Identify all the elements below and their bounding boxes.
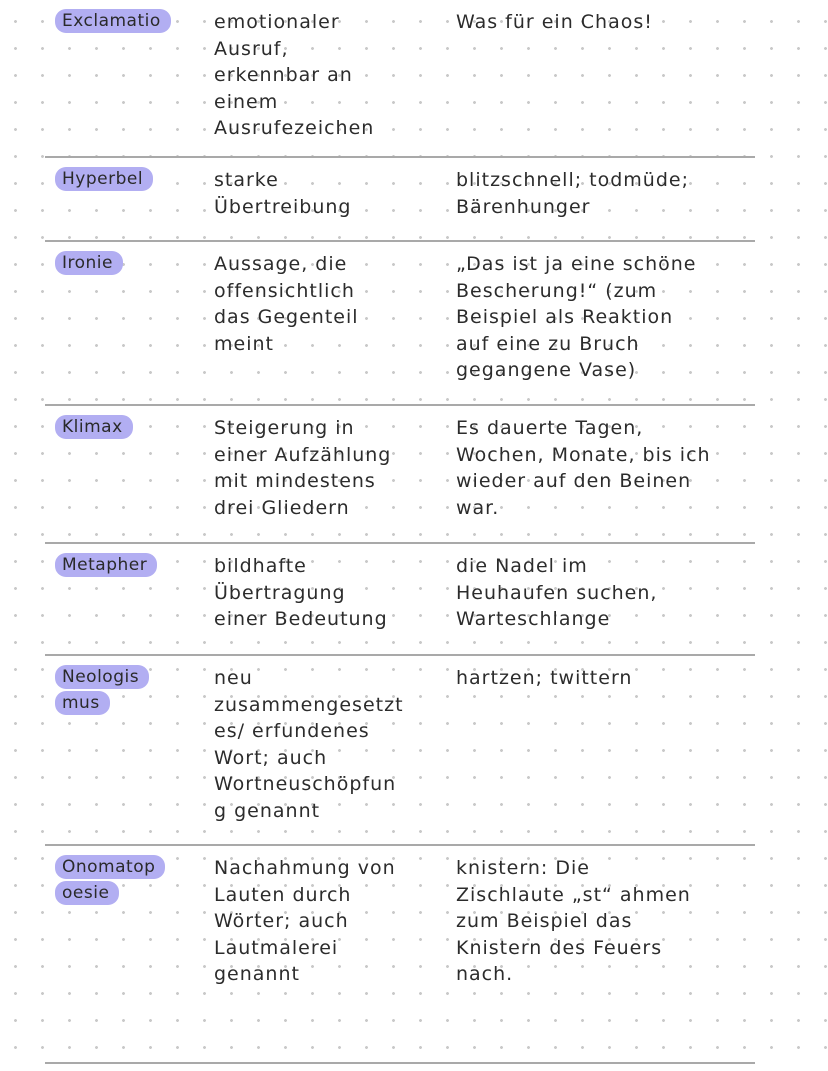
term-highlight: mus xyxy=(55,691,110,715)
table-row-klimax xyxy=(45,406,755,544)
table-row-exclamatio xyxy=(45,0,755,158)
term-label xyxy=(55,855,195,907)
table-row-metapher xyxy=(45,544,755,656)
term-label xyxy=(55,665,195,717)
term-highlight: oesie xyxy=(55,881,119,905)
example-cell: Was für ein Chaos! xyxy=(456,11,653,33)
term-highlight: Ironie xyxy=(55,251,123,275)
definition-cell: neu zusammengesetzt es/ erfundenes Wort; auch Wortneuschöpfun g genannt xyxy=(214,667,404,822)
definition-cell: starke Übertreibung xyxy=(214,169,352,218)
table-row-hyperbel xyxy=(45,158,755,242)
term-highlight: Klimax xyxy=(55,415,133,439)
example-cell: Es dauerte Tagen, Wochen, Monate, bis ich wieder auf den Beinen war. xyxy=(456,417,711,519)
table-row-ironie xyxy=(45,242,755,406)
term-highlight: Metapher xyxy=(55,553,157,577)
example-cell: knistern: Die Zischlaute „st“ ahmen zum Beispiel das Knistern des Feuers nach. xyxy=(456,857,691,985)
term-label xyxy=(55,167,195,193)
term-label xyxy=(55,415,195,441)
term-highlight: Neologis xyxy=(55,665,149,689)
definition-cell: emotionaler Ausruf, erkennbar an einem Ausrufezeichen xyxy=(214,11,375,139)
table-row-neologismus xyxy=(45,656,755,846)
term-highlight: Onomatop xyxy=(55,855,165,879)
definition-cell: bildhafte Übertragung einer Bedeutung xyxy=(214,555,388,630)
example-cell: die Nadel im Heuhaufen suchen, Warteschlange xyxy=(456,555,658,630)
term-label xyxy=(55,251,195,277)
table-row-onomatopoesie xyxy=(45,846,755,1064)
example-cell: „Das ist ja eine schöne Bescherung!“ (zum Beispiel als Reaktion auf eine zu Bruch gegangene Vase) xyxy=(456,253,697,381)
definition-cell: Steigerung in einer Aufzählung mit mindestens drei Gliedern xyxy=(214,417,392,519)
definition-cell: Aussage, die offensichtlich das Gegenteil meint xyxy=(214,253,359,355)
term-label xyxy=(55,553,195,579)
example-cell: hartzen; twittern xyxy=(456,667,633,689)
definition-cell: Nachahmung von Lauten durch Wörter; auch Lautmalerei genannt xyxy=(214,857,396,985)
term-highlight: Exclamatio xyxy=(55,9,171,33)
term-highlight: Hyperbel xyxy=(55,167,153,191)
term-label xyxy=(55,9,195,35)
example-cell: blitzschnell; todmüde; Bärenhunger xyxy=(456,169,689,218)
